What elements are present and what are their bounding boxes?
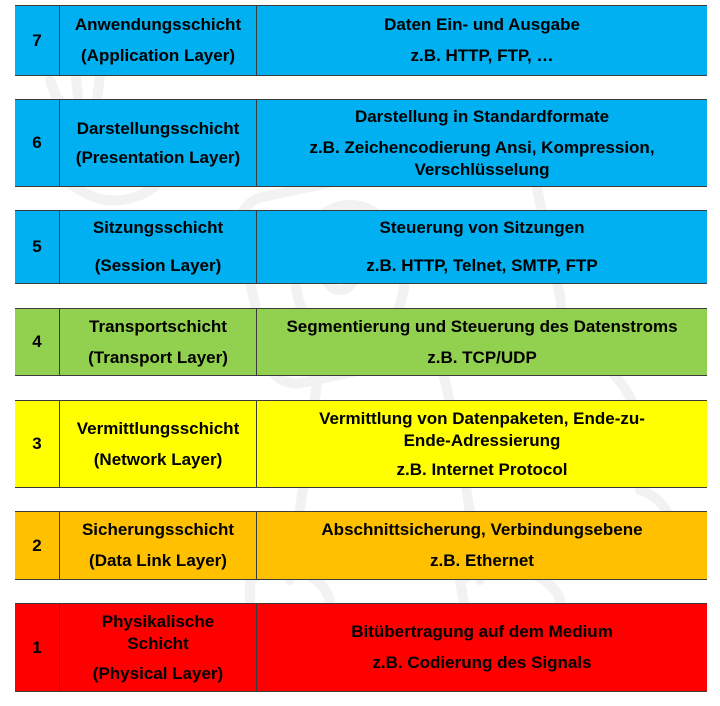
layer-description xyxy=(257,309,707,375)
layer-description xyxy=(257,604,707,691)
layer-function: Darstellung in Standardformate xyxy=(354,106,610,126)
layer-description xyxy=(257,6,707,75)
layer-name xyxy=(59,604,257,691)
layer-name-en: (Session Layer) xyxy=(94,256,222,275)
layer-name-en: (Transport Layer) xyxy=(88,347,228,367)
layer-7-row xyxy=(15,5,707,76)
layer-number: 5 xyxy=(32,237,42,256)
layer-number: 2 xyxy=(32,535,42,555)
layer-name-en: (Data Link Layer) xyxy=(89,551,227,570)
layer-description xyxy=(257,100,707,186)
layer-examples: z.B. Internet Protocol xyxy=(396,459,568,479)
layer-number: 7 xyxy=(32,30,42,50)
layer-number: 3 xyxy=(32,434,42,453)
layer-name xyxy=(59,512,257,579)
layer-name xyxy=(59,401,257,487)
layer-name-de: Sitzungsschicht xyxy=(92,218,224,237)
layer-name-en: (Physical Layer) xyxy=(92,663,224,683)
layer-function: Vermittlung von Datenpaketen, Ende-zu-Ende-Adressierung xyxy=(319,408,645,450)
layer-number: 4 xyxy=(32,332,42,351)
layer-name-en: (Presentation Layer) xyxy=(75,147,241,167)
layer-function: Steuerung von Sitzungen xyxy=(379,218,585,237)
layer-name xyxy=(59,6,257,75)
layer-name-de: Darstellungsschicht xyxy=(76,118,240,138)
layer-examples: z.B. Zeichencodierung Ansi, Kompression, Verschlüsselung xyxy=(309,137,655,179)
layer-examples: z.B. Codierung des Signals xyxy=(372,653,592,672)
layer-name-en: (Application Layer) xyxy=(81,46,235,65)
layer-examples: z.B. TCP/UDP xyxy=(427,347,537,367)
layer-name-de: Vermittlungsschicht xyxy=(76,418,240,438)
layer-name-en: (Network Layer) xyxy=(93,449,223,469)
layer-function: Daten Ein- und Ausgabe xyxy=(384,15,580,34)
layer-function: Segmentierung und Steuerung des Datenstroms xyxy=(286,316,678,336)
layer-name-de: Transportschicht xyxy=(89,316,227,336)
layer-examples: z.B. HTTP, FTP, … xyxy=(410,46,554,65)
layer-3-row xyxy=(15,400,707,488)
layer-5-row xyxy=(15,210,707,284)
layer-examples: z.B. Ethernet xyxy=(430,551,534,570)
layer-name-de: Physikalische Schicht xyxy=(101,611,215,653)
layer-name xyxy=(59,211,257,283)
layer-number: 6 xyxy=(32,133,42,152)
layer-function: Abschnittsicherung, Verbindungsebene xyxy=(321,520,643,539)
layer-name xyxy=(59,309,257,375)
layer-description xyxy=(257,211,707,283)
layer-name xyxy=(59,100,257,186)
layer-name-de: Sicherungsschicht xyxy=(81,520,235,539)
layer-number: 1 xyxy=(32,637,42,657)
layer-1-row xyxy=(15,603,707,692)
layer-examples: z.B. HTTP, Telnet, SMTP, FTP xyxy=(366,256,598,275)
layer-function: Bitübertragung auf dem Medium xyxy=(351,622,613,641)
layer-6-row xyxy=(15,99,707,187)
layer-description xyxy=(257,512,707,579)
layer-name-de: Anwendungsschicht xyxy=(74,15,242,34)
layer-description xyxy=(257,401,707,487)
layer-4-row xyxy=(15,308,707,376)
layer-2-row xyxy=(15,511,707,580)
